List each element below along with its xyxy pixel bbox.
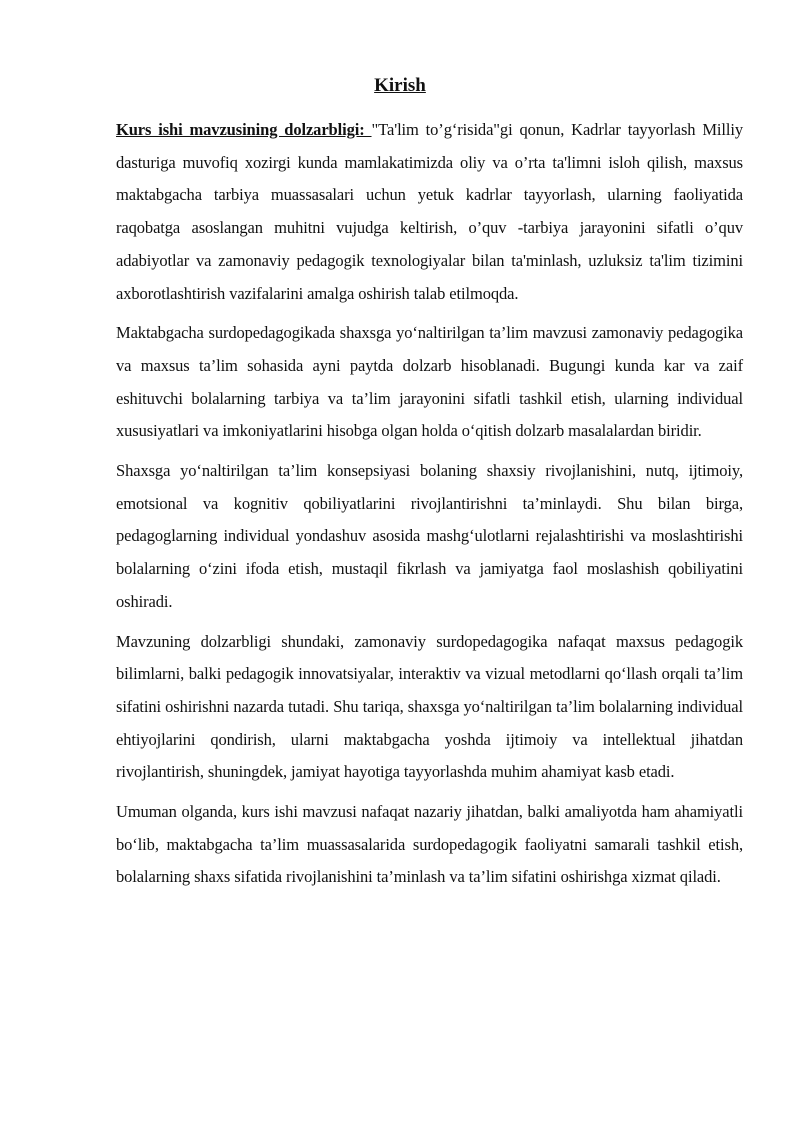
paragraph: Mavzuning dolzarbligi shundaki, zamonaviy surdopedagogika nafaqat maxsus pedagogik bilimlarni, balki pedagogik innovatsiyalar, interaktiv va vizual metodlarni qo‘llash orqali ta’lim sifatini oshirishni nazarda tutadi. Shu tariqa, shaxsga yo‘naltirilgan ta’lim bolalarning individual ehtiyojlarini qondirish, ularni maktabgacha yoshda ijtimoiy va intellektual jihatdan rivojlantirish, shuningdek, jamiyat hayotiga tayyorlashda muhim ahamiyat kasb etadi. — [116, 631, 743, 782]
paragraph: Maktabgacha surdopedagogikada shaxsga yo‘naltirilgan ta’lim mavzusi zamonaviy pedagogika va maxsus ta’lim sohasida ayni paytda dolzarb hisoblanadi. Bugungi kunda kar va zaif eshituvchi bolalarning tarbiya va ta’lim jarayonini sifatli tashkil etish, ularning individual xususiyatlari va imkoniyatlarini hisobga olgan holda o‘qitish dolzarb masalalardan biridir. — [116, 323, 743, 441]
relevance-lead-label: Kurs ishi mavzusining dolzarbligi: — [116, 120, 372, 139]
paragraph: Umuman olganda, kurs ishi mavzusi nafaqat nazariy jihatdan, balki amaliyotda ham ahamiyatli bo‘lib, maktabgacha ta’lim muassasalarida surdopedagogik faoliyatni samarali tashkil etish, bolalarning shaxs sifatida rivojlanishini ta’minlash va ta’lim sifatini oshirishga xizmat qiladi. — [116, 802, 743, 887]
paragraph-text: "Ta'lim to’g‘risida"gi qonun, Kadrlar tayyorlash Milliy dasturiga muvofiq xozirgi kunda mamlakatimizda oliy va o’rta ta'limni isloh qilish, maxsus maktabgacha tarbiya muassasalari uchun yetuk kadrlar tayyorlash, ularning faoliyatida raqobatga asoslangan muhitni vujudga keltirish, o’quv -tarbiya jarayonini sifatli o’quv adabiyotlar va zamonaviy pedagogik texnologiyalar bilan ta'minlash, uzluksiz ta'lim tizimini axborotlashtirish vazifalarini amalga oshirish talab etilmoqda. — [116, 120, 743, 303]
page-title: Kirish — [374, 75, 426, 96]
paragraph-relevance — [116, 114, 743, 310]
paragraph: Shaxsga yo‘naltirilgan ta’lim konsepsiyasi bolaning shaxsiy rivojlanishini, nutq, ijtimoiy, emotsional va kognitiv qobiliyatlarini rivojlantirishni ta’minlaydi. Shu bilan birga, pedagoglarning individual yondashuv asosida mashg‘ulotlarni rejalashtirishi va moslashtirishi bolalarning o‘zini ifoda etish, mustaqil fikrlash va jamiyatga faol moslashish qobiliyatini oshiradi. — [116, 461, 743, 611]
document-body — [116, 114, 743, 901]
